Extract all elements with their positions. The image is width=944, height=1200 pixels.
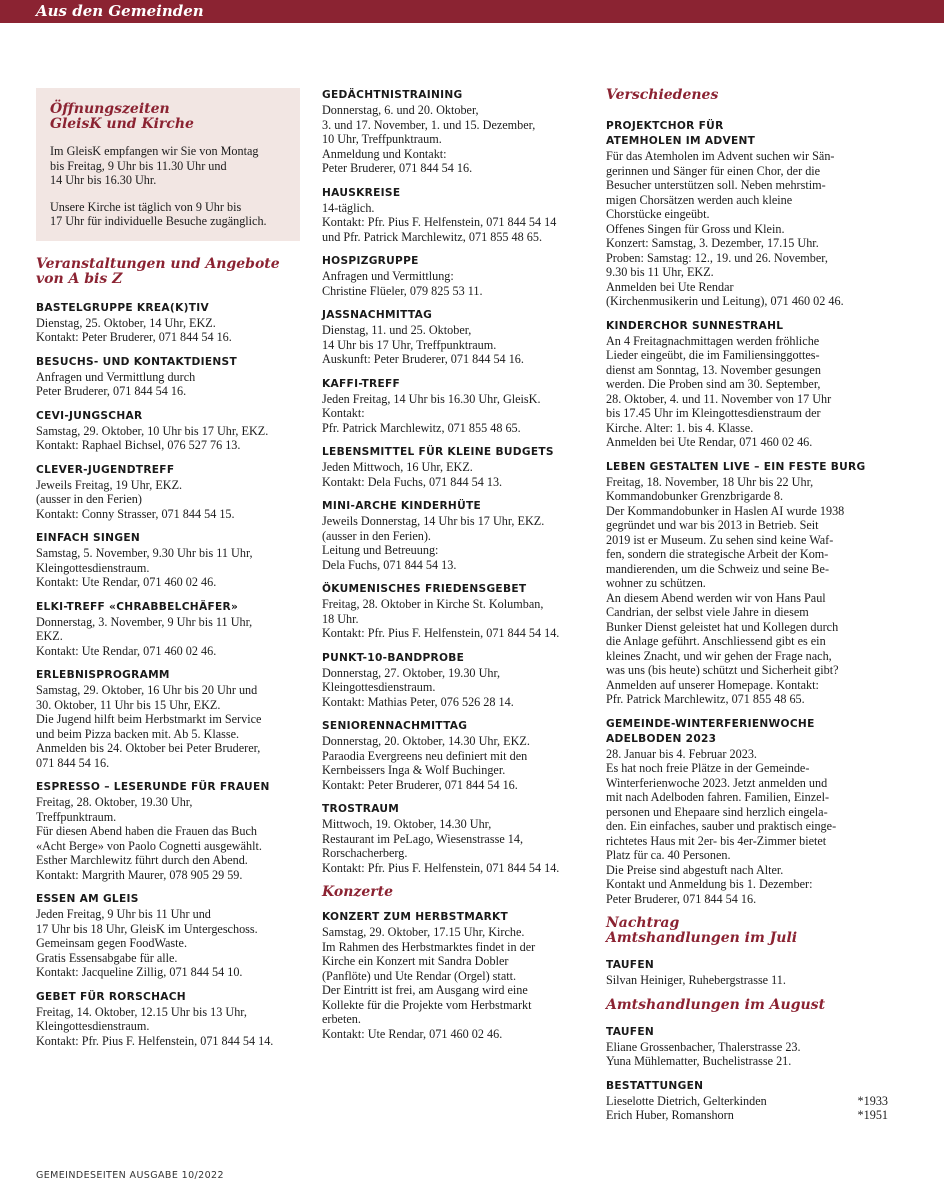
list-item	[36, 668, 300, 770]
list-item	[322, 377, 590, 436]
entry-title: KAFFI-TREFF	[322, 377, 401, 390]
entry-title: ÖKUMENISCHES FRIEDENSGEBET	[322, 583, 527, 595]
entry-body: Anfragen und Vermittlung durch Peter Bruderer, 071 844 54 16.	[36, 369, 196, 398]
verschiedenes-list	[606, 119, 888, 906]
entry-body: Donnerstag, 20. Oktober, 14.30 Uhr, EKZ. Paraodia Evergreens neu definiert mit den Kernbeissers Inga & Wolf Buchinger. Kontakt: Peter Bruderer, 071 844 54 16.	[322, 734, 530, 792]
list-item	[322, 186, 590, 245]
august-bestattungen-title: BESTATTUNGEN	[606, 1079, 704, 1092]
events-section-title: Veranstaltungen und Angebote von A bis Z	[36, 255, 280, 287]
august-taufen-body: Eliane Grossenbacher, Thalerstrasse 23. Yuna Mühlematter, Buchelistrasse 21.	[606, 1039, 801, 1068]
opening-hours-box	[36, 88, 300, 241]
august-taufen	[606, 1025, 888, 1069]
events-list-col2	[322, 88, 590, 875]
entry-title: ERLEBNISPROGRAMM	[36, 669, 170, 681]
section-header-title: Aus den Gemeinden	[36, 2, 204, 20]
opening-hours-text-1: Im GleisK empfangen wir Sie von Montag bis Freitag, 9 Uhr bis 11.30 Uhr und 14 Uhr bis 16.30 Uhr.	[50, 144, 259, 187]
entry-title: MINI-ARCHE KINDERHÜTE	[322, 500, 482, 512]
entry-title: GEDÄCHTNISTRAINING	[322, 89, 463, 101]
burial-row	[606, 1108, 888, 1123]
entry-body: Samstag, 29. Oktober, 17.15 Uhr, Kirche. Im Rahmen des Herbstmarktes findet in der Kirche ein Konzert mit Sandra Dobler (Panflöte) und Ute Rendar (Orgel) statt. Der Eintritt ist frei, am Ausgang wird eine Kollekte für die Projekte vom Herbstmarkt erbeten. Kontakt: Ute Rendar, 071 460 02 46.	[322, 925, 536, 1041]
nachtrag-taufen	[606, 958, 888, 988]
events-list-col1	[36, 301, 300, 1049]
page-footer: GEMEINDESEITEN AUSGABE 10/2022	[36, 1170, 224, 1181]
entry-title: SENIORENNACHMITTAG	[322, 720, 468, 732]
august-bestattungen	[606, 1079, 888, 1123]
entry-body: Freitag, 28. Oktober in Kirche St. Kolumban, 18 Uhr. Kontakt: Pfr. Pius F. Helfenstein, 071 844 54 14.	[322, 597, 560, 640]
list-item	[322, 719, 590, 792]
entry-title: TROSTRAUM	[322, 803, 400, 815]
burial-row	[606, 1094, 888, 1109]
entry-title: PUNKT-10-BANDPROBE	[322, 651, 465, 664]
entry-title: JASSNACHMITTAG	[322, 309, 433, 321]
entry-title: GEBET FÜR RORSCHACH	[36, 990, 186, 1003]
entry-body: Mittwoch, 19. Oktober, 14.30 Uhr, Restaurant im PeLago, Wiesenstrasse 14, Rorschacherberg. Kontakt: Pfr. Pius F. Helfenstein, 071 844 54 14.	[322, 817, 560, 875]
entry-title: GEMEINDE-WINTERFERIENWOCHE ADELBODEN 2023	[606, 717, 815, 745]
entry-title: BESUCHS- UND KONTAKTDIENST	[36, 355, 237, 368]
list-item	[322, 308, 590, 367]
list-item	[322, 910, 590, 1041]
konzerte-section-title: Konzerte	[322, 884, 393, 900]
nachtrag-taufen-title: TAUFEN	[606, 959, 655, 971]
list-item	[606, 119, 888, 309]
list-item	[322, 88, 590, 176]
column-middle	[322, 88, 590, 1051]
entry-body: Samstag, 29. Oktober, 10 Uhr bis 17 Uhr, EKZ. Kontakt: Raphael Bichsel, 076 527 76 13.	[36, 423, 269, 452]
august-taufen-title: TAUFEN	[606, 1025, 655, 1038]
entry-body: Jeden Freitag, 9 Uhr bis 11 Uhr und 17 Uhr bis 18 Uhr, GleisK im Untergeschoss. Gemeinsam gegen FoodWaste. Gratis Essensabgabe für alle. Kontakt: Jacqueline Zillig, 071 844 54 10.	[36, 907, 258, 979]
entry-title: LEBENSMITTEL FÜR KLEINE BUDGETS	[322, 446, 554, 458]
list-item	[322, 582, 590, 641]
entry-title: CLEVER-JUGENDTREFF	[36, 463, 175, 476]
list-item	[322, 254, 590, 298]
list-item	[322, 651, 590, 710]
list-item	[36, 990, 300, 1049]
entry-title: HOSPIZGRUPPE	[322, 255, 419, 267]
opening-hours-title: Öffnungszeiten GleisK und Kirche	[50, 101, 194, 132]
konzerte-list	[322, 910, 590, 1041]
entry-body: Jeweils Donnerstag, 14 Uhr bis 17 Uhr, EKZ. (ausser in den Ferien). Leitung und Betreuung: Dela Fuchs, 071 844 54 13.	[322, 514, 545, 572]
entry-body: Jeweils Freitag, 19 Uhr, EKZ. (ausser in den Ferien) Kontakt: Conny Strasser, 071 844 54 15.	[36, 477, 235, 521]
entry-body: Samstag, 29. Oktober, 16 Uhr bis 20 Uhr und 30. Oktober, 11 Uhr bis 15 Uhr, EKZ. Die Jugend hilft beim Herbstmarkt im Service und beim Pizza backen mit. Ab 5. Klasse. Anmelden bis 24. Oktober bei Peter Bruderer, 071 844 54 16.	[36, 683, 262, 770]
entry-title: KINDERCHOR SUNNESTRAHL	[606, 319, 784, 332]
list-item	[36, 301, 300, 345]
entry-body: Donnerstag, 27. Oktober, 19.30 Uhr, Kleingottesdienstraum. Kontakt: Mathias Peter, 076 526 28 14.	[322, 665, 514, 709]
list-item	[36, 463, 300, 522]
entry-body: Donnerstag, 6. und 20. Oktober, 3. und 17. November, 1. und 15. Dezember, 10 Uhr, Treffpunktraum. Anmeldung und Kontakt: Peter Bruderer, 071 844 54 16.	[322, 103, 536, 175]
entry-body: Jeden Mittwoch, 16 Uhr, EKZ. Kontakt: Dela Fuchs, 071 844 54 13.	[322, 460, 503, 489]
verschiedenes-section-title: Verschiedenes	[606, 87, 719, 103]
entry-title: ELKI-TREFF «CHRABBELCHÄFER»	[36, 600, 239, 613]
burial-name: Erich Huber, Romanshorn	[606, 1108, 734, 1122]
list-item	[36, 780, 300, 882]
burial-year: *1951	[857, 1108, 888, 1122]
entry-body: 14-täglich. Kontakt: Pfr. Pius F. Helfenstein, 071 844 54 14 und Pfr. Patrick Marchlewitz, 071 855 48 65.	[322, 200, 557, 244]
list-item	[322, 445, 590, 489]
list-item	[36, 531, 300, 590]
entry-body: Dienstag, 25. Oktober, 14 Uhr, EKZ. Kontakt: Peter Bruderer, 071 844 54 16.	[36, 315, 232, 344]
entry-title: CEVI-JUNGSCHAR	[36, 409, 143, 422]
section-header-bar	[0, 0, 944, 23]
list-item	[36, 600, 300, 659]
entry-body: Anfragen und Vermittlung: Christine Flüeler, 079 825 53 11.	[322, 269, 483, 298]
entry-title: ESPRESSO – LESERUNDE FÜR FRAUEN	[36, 781, 270, 793]
list-item	[606, 717, 888, 907]
entry-title: BASTELGRUPPE KREA(K)TIV	[36, 301, 209, 314]
entry-title: EINFACH SINGEN	[36, 532, 141, 544]
opening-hours-text-2: Unsere Kirche ist täglich von 9 Uhr bis 17 Uhr für individuelle Besuche zugänglich.	[50, 199, 267, 228]
entry-body: Freitag, 28. Oktober, 19.30 Uhr, Treffpunktraum. Für diesen Abend haben die Frauen das Buch «Acht Berge» von Paolo Cognetti ausgewählt. Esther Marchlewitz führt durch den Abend. Kontakt: Margrith Maurer, 078 905 29 59.	[36, 795, 262, 882]
list-item	[322, 499, 590, 572]
entry-title: ESSEN AM GLEIS	[36, 893, 139, 905]
list-item	[322, 802, 590, 875]
august-section-title: Amtshandlungen im August	[606, 996, 826, 1013]
entry-body: 28. Januar bis 4. Februar 2023. Es hat noch freie Plätze in der Gemeinde- Winterferienwoche 2023. Jetzt anmelden und mit nach Adelboden fahren. Familien, Einzel- personen und Ehepaare sind herzlich eingela- den. Ein einfaches, sauber und praktisch einge- richtetes Haus mit 2er- bis 4er-Zimmer bietet Platz für ca. 40 Personen. Die Preise sind abgestuft nach Alter. Kontakt und Anmeldung bis 1. Dezember: Peter Bruderer, 071 844 54 16.	[606, 746, 837, 906]
burial-name: Lieselotte Dietrich, Gelterkinden	[606, 1093, 767, 1108]
column-left	[36, 88, 300, 1058]
nachtrag-taufen-body: Silvan Heiniger, Ruhebergstrasse 11.	[606, 973, 786, 987]
entry-body: Freitag, 14. Oktober, 12.15 Uhr bis 13 Uhr, Kleingottesdienstraum. Kontakt: Pfr. Pius F. Helfenstein, 071 844 54 14.	[36, 1004, 274, 1048]
entry-title: HAUSKREISE	[322, 186, 401, 199]
entry-body: Für das Atemholen im Advent suchen wir Sän- gerinnen und Sänger für einen Chor, der die Besucher unterstützen soll. Neben mehrstim- migen Chorsätzen werden auch kleine Chorstücke eingeübt. Offenes Singen für Gross und Klein. Konzert: Samstag, 3. Dezember, 17.15 Uhr. Proben: Samstag: 12., 19. und 26. November, 9.30 bis 11 Uhr, EKZ. Anmelden bei Ute Rendar (Kirchenmusikerin und Leitung), 071 460 02 46.	[606, 149, 844, 308]
entry-body: Donnerstag, 3. November, 9 Uhr bis 11 Uhr, EKZ. Kontakt: Ute Rendar, 071 460 02 46.	[36, 614, 253, 658]
entry-body: Samstag, 5. November, 9.30 Uhr bis 11 Uhr, Kleingottesdienstraum. Kontakt: Ute Rendar, 071 460 02 46.	[36, 546, 253, 589]
entry-body: Jeden Freitag, 14 Uhr bis 16.30 Uhr, GleisK. Kontakt: Pfr. Patrick Marchlewitz, 071 855 48 65.	[322, 391, 541, 435]
entry-title: KONZERT ZUM HERBSTMARKT	[322, 911, 509, 923]
column-right	[606, 88, 888, 1133]
entry-body: Dienstag, 11. und 25. Oktober, 14 Uhr bis 17 Uhr, Treffpunktraum. Auskunft: Peter Bruderer, 071 844 54 16.	[322, 323, 524, 366]
burial-year: *1933	[857, 1093, 888, 1108]
list-item	[36, 355, 300, 399]
entry-body: An 4 Freitagnachmittagen werden fröhliche Lieder eingeübt, die im Familiensinggottes- dienst am Sonntag, 13. November gesungen werden. Die Proben sind am 30. September, 28. Oktober, 4. und 11. November von 17 Uhr bis 17.45 Uhr im Kleingottesdienstraum der Kirche. Alter: 1. bis 4. Klasse. Anmelden bei Ute Rendar, 071 460 02 46.	[606, 333, 832, 449]
entry-body: Freitag, 18. November, 18 Uhr bis 22 Uhr, Kommandobunker Grenzbrigarde 8. Der Kommandobunker in Haslen AI wurde 1938 gegründet und war bis 2013 in Betrieb. Seit 2019 ist er Museum. Zu sehen sind keine Waf- fen, sondern die strategische Arbeit der Kom- mandierenden, um die Schweiz und seine Be- wohner zu schützen. An diesem Abend werden wir von Hans Paul Candrian, der selbst viele Jahre in diesem Bunker Dienst geleistet hat und Kollegen durch die Anlage geführt. Anschliessend gibt es ein kleines Znacht, und wir gehen der Frage nach, was uns (bis heute) schützt und Sicherheit gibt? Anmelden auf unserer Homepage. Kontakt: Pfr. Patrick Marchlewitz, 071 855 48 65.	[606, 474, 845, 706]
entry-title: LEBEN GESTALTEN LIVE – EIN FESTE BURG	[606, 460, 866, 473]
list-item	[606, 319, 888, 450]
nachtrag-section-title: Nachtrag Amtshandlungen im Juli	[606, 915, 798, 946]
entry-title: PROJEKTCHOR FÜR ATEMHOLEN IM ADVENT	[606, 120, 756, 147]
list-item	[606, 460, 888, 707]
list-item	[36, 409, 300, 453]
list-item	[36, 892, 300, 980]
